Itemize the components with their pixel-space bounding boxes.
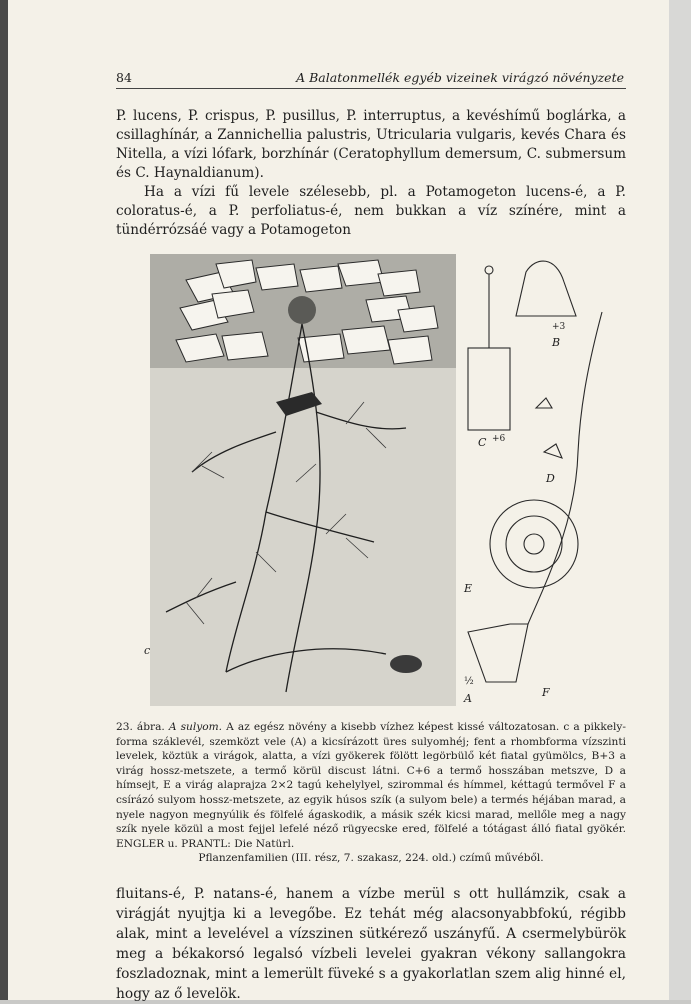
- figure-caption: [116, 720, 626, 866]
- top-text: [116, 107, 626, 240]
- bottom-text: [116, 884, 626, 1004]
- label-a-fraction: ½: [464, 676, 474, 687]
- page-number: 84: [116, 70, 132, 85]
- label-a: A: [464, 692, 472, 705]
- pistil-section-C: [468, 348, 510, 430]
- germinating-nut: [390, 655, 422, 673]
- page-content: [116, 70, 626, 1004]
- paragraph-3: fluitans-é, P. natans-é, hanem a vízbe merül s ott hullámzik, csak a virágját nyujtja ki a levegőbe. Ez tehát még alacsonyabbfokú, régibb alak, mint a levelével a vízszinen sütkérező uszányfű. A csermelybürök meg a békakorsó legalsó vízbeli levelei gyakran vékony sallangokra foszladoznak, mint a lemerült füveké s a gyakorlatlan szem alig hinné el, hogy az ő levelök.: [116, 885, 626, 1002]
- running-head: [116, 70, 626, 89]
- caption-number: 23. ábra.: [116, 721, 165, 733]
- label-d: D: [546, 472, 555, 485]
- running-title: A Balatonmellék egyéb vizeinek virágzó növényzete: [296, 70, 624, 85]
- germinating-section-F: [468, 624, 528, 682]
- label-c-detail: C: [478, 436, 487, 449]
- label-c-mark: +6: [492, 434, 506, 444]
- flower-cluster: [288, 296, 316, 324]
- label-b: B: [552, 336, 561, 349]
- label-b-top: +3: [552, 322, 566, 332]
- figure-23: [116, 252, 626, 712]
- paragraph-1: P. lucens, P. crispus, P. pusillus, P. interruptus, a kevéshímű boglárka, a csillaghínár, a Zannichellia palustris, Utricularia vulgaris, kevés Chara és Nitella, a vízi lófark, borzhínár (Ceratophyllum demersum, C. submersum és C. Haynaldianum).: [116, 108, 626, 181]
- detail-drawings: [468, 261, 602, 682]
- scan-edge-right: [669, 0, 691, 1000]
- caption-last-line: Pflanzenfamilien (III. rész, 7. szakasz, 224. old.) czímű művéből.: [198, 852, 544, 865]
- label-c: c: [144, 644, 151, 657]
- flower-section-B: [516, 261, 576, 316]
- paragraph-2: Ha a vízi fű levele szélesebb, pl. a Potamogeton lucens-é, a P. coloratus-é, a P. perfoliatus-é, nem bukkan a víz színére, mint a tündérrózsáé vagy a Potamogeton: [116, 184, 626, 238]
- scan-edge-left: [0, 0, 8, 1000]
- label-f: F: [542, 686, 550, 699]
- label-e: E: [464, 582, 473, 595]
- caption-body: A az egész növény a kisebb vízhez képest kissé változatosan. c a pikkely-forma száklevél, szemközt vele (A) a kicsírázott üres sulyomhéj; fent a rhombforma vízszinti levelek, köztük a virágok, alatta, a vízi gyökerek fölött legörbülő két fiatal gyümölcs, B+3 a virág hossz-metszete, a termő körül discust látni. C+6 a termő hosszában metszve, D a hímsejt, E a virág alaprajza 2×2 tagú kehelylyel, szirommal és hímmel, kéttagú termővel F a csírázó sulyom hossz-metszete, az egyik húsos szík (a sulyom bele) a termés héjában marad, a nyele nagyon megnyúlik és fölfelé ágaskodik, a másik szék kicsi marad, mellőle meg a nagy szík nyele közül a most fejjel lefelé néző rügyecske ered, fölfelé a tótágast álló fiatal gyökér. ENGLER u. PRANTL: Die Natürl.: [116, 721, 626, 850]
- book-page: [8, 0, 669, 1000]
- caption-title: A sulyom.: [168, 721, 223, 733]
